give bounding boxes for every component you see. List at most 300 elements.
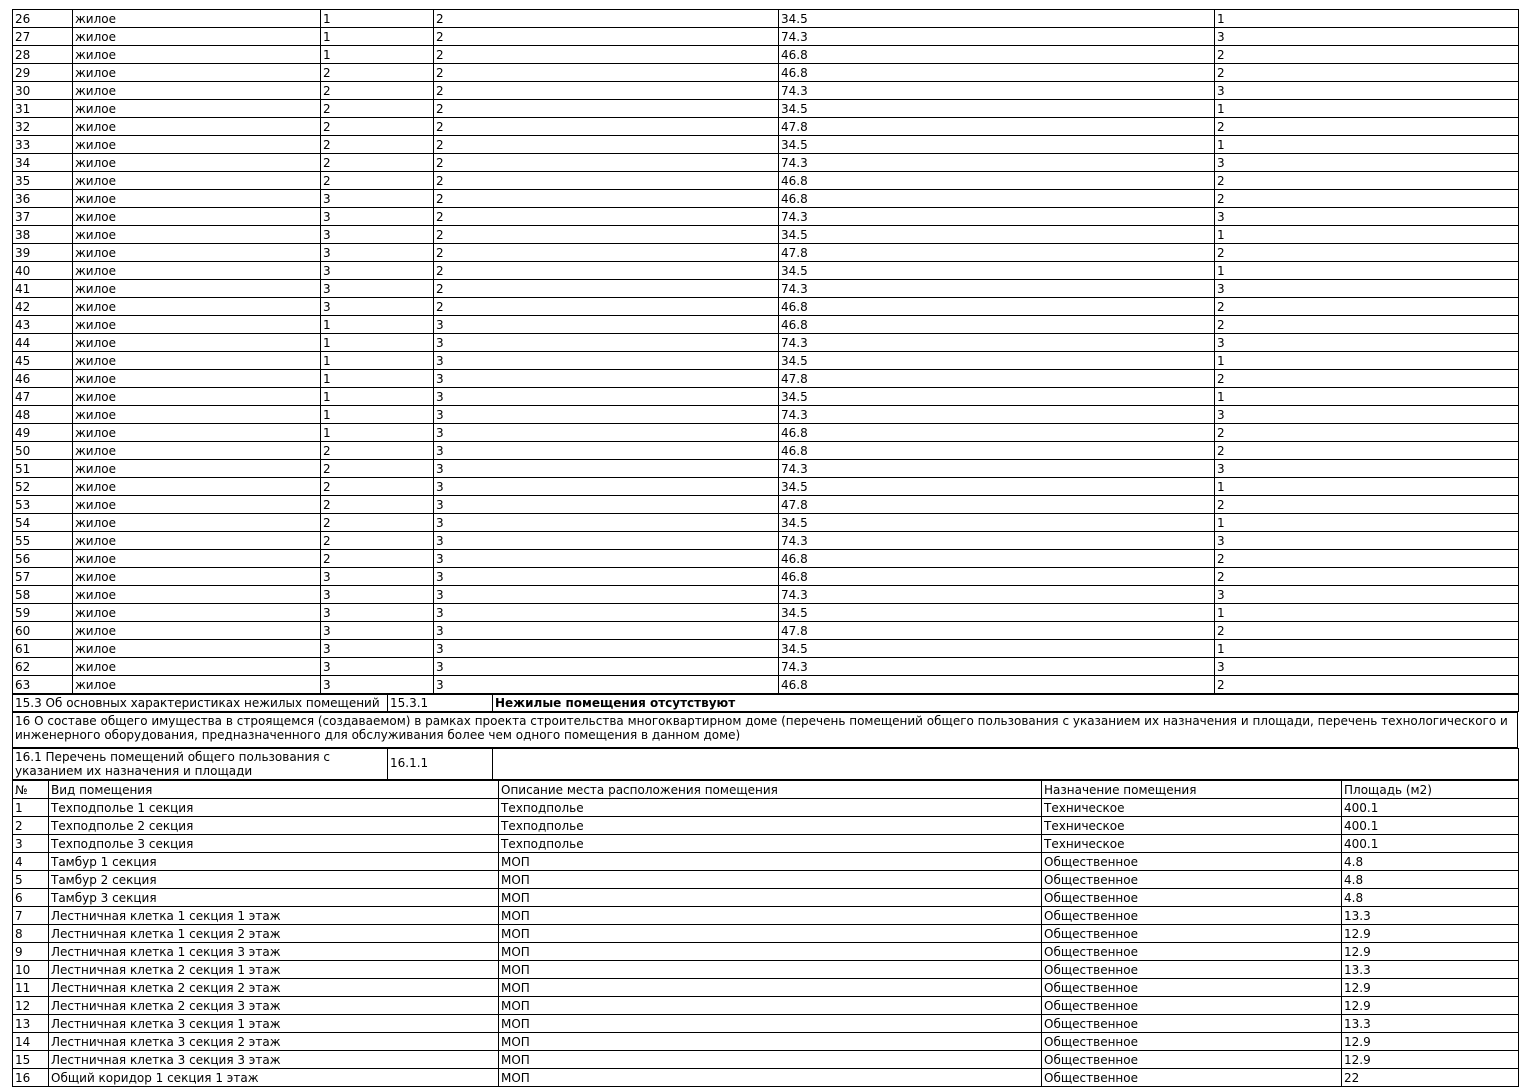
common-row-kind: Лестничная клетка 1 секция 3 этаж [49, 943, 499, 961]
flat-row-floor: 2 [434, 118, 779, 136]
common-row-purpose: Общественное [1042, 871, 1342, 889]
flat-row-floor: 3 [434, 406, 779, 424]
common-row-location: МОП [499, 1069, 1042, 1087]
common-row-kind: Общий коридор 1 секция 1 этаж [49, 1069, 499, 1087]
flat-row-floor: 3 [434, 640, 779, 658]
common-row-purpose: Общественное [1042, 853, 1342, 871]
flat-row-n: 43 [13, 316, 73, 334]
flat-row-section: 3 [321, 262, 434, 280]
flat-row [13, 658, 1519, 676]
flat-row-floor: 3 [434, 352, 779, 370]
flat-row [13, 478, 1519, 496]
flat-row-type: жилое [73, 208, 321, 226]
common-row [13, 1015, 1519, 1033]
flat-row [13, 244, 1519, 262]
flat-row-area: 47.8 [779, 496, 1215, 514]
flat-row-n: 57 [13, 568, 73, 586]
common-row-kind: Тамбур 2 секция [49, 871, 499, 889]
common-row-purpose: Общественное [1042, 943, 1342, 961]
common-row [13, 997, 1519, 1015]
section-15-3-label: 15.3 Об основных характеристиках нежилых помещений [13, 695, 388, 712]
section-16 [12, 712, 1518, 748]
common-row-area: 13.3 [1342, 961, 1519, 979]
common-row-area: 13.3 [1342, 1015, 1519, 1033]
flat-row-area: 34.5 [779, 100, 1215, 118]
flat-row-type: жилое [73, 334, 321, 352]
flat-row-area: 47.8 [779, 622, 1215, 640]
flat-row-type: жилое [73, 568, 321, 586]
common-row [13, 943, 1519, 961]
flat-row-type: жилое [73, 100, 321, 118]
flat-row-section: 2 [321, 64, 434, 82]
flat-row-type: жилое [73, 64, 321, 82]
flat-row-type: жилое [73, 622, 321, 640]
flat-row-section: 1 [321, 388, 434, 406]
common-row-kind: Лестничная клетка 3 секция 1 этаж [49, 1015, 499, 1033]
flat-row-floor: 3 [434, 604, 779, 622]
flat-row-area: 74.3 [779, 154, 1215, 172]
flat-row-area: 74.3 [779, 586, 1215, 604]
common-row-purpose: Общественное [1042, 925, 1342, 943]
common-row-n: 12 [13, 997, 49, 1015]
common-row-n: 5 [13, 871, 49, 889]
flat-row-n: 45 [13, 352, 73, 370]
flat-row-section: 1 [321, 370, 434, 388]
flat-row-n: 53 [13, 496, 73, 514]
flat-row-n: 52 [13, 478, 73, 496]
flat-row [13, 172, 1519, 190]
flat-row-type: жилое [73, 172, 321, 190]
flat-row-floor: 2 [434, 280, 779, 298]
flat-row-section: 2 [321, 478, 434, 496]
common-row-location: Техподполье [499, 817, 1042, 835]
flat-row-n: 49 [13, 424, 73, 442]
flat-row-rooms: 2 [1215, 190, 1519, 208]
common-row [13, 925, 1519, 943]
common-row [13, 1051, 1519, 1069]
flat-row-n: 55 [13, 532, 73, 550]
common-row-area: 12.9 [1342, 943, 1519, 961]
common-row [13, 799, 1519, 817]
flat-row-n: 47 [13, 388, 73, 406]
flat-row-n: 33 [13, 136, 73, 154]
common-row [13, 817, 1519, 835]
flat-row-type: жилое [73, 496, 321, 514]
flat-row-floor: 3 [434, 460, 779, 478]
flat-row-type: жилое [73, 370, 321, 388]
common-row-kind: Тамбур 3 секция [49, 889, 499, 907]
flat-row [13, 46, 1519, 64]
flat-row-type: жилое [73, 460, 321, 478]
flat-row-type: жилое [73, 298, 321, 316]
flat-row-section: 2 [321, 532, 434, 550]
flat-row-rooms: 2 [1215, 244, 1519, 262]
common-row [13, 889, 1519, 907]
flat-row-area: 74.3 [779, 28, 1215, 46]
flat-row-floor: 3 [434, 388, 779, 406]
header-area: Площадь (м2) [1342, 781, 1519, 799]
flat-row-area: 46.8 [779, 46, 1215, 64]
flat-row-rooms: 1 [1215, 226, 1519, 244]
flat-row-section: 2 [321, 172, 434, 190]
flat-row-type: жилое [73, 586, 321, 604]
flat-row-n: 51 [13, 460, 73, 478]
flat-row-section: 3 [321, 226, 434, 244]
flat-row [13, 298, 1519, 316]
flat-row-n: 42 [13, 298, 73, 316]
common-row-n: 16 [13, 1069, 49, 1087]
flat-row-rooms: 3 [1215, 406, 1519, 424]
flat-row-n: 34 [13, 154, 73, 172]
common-row-location: Техподполье [499, 799, 1042, 817]
flat-row [13, 586, 1519, 604]
common-row-kind: Лестничная клетка 3 секция 3 этаж [49, 1051, 499, 1069]
flat-row [13, 226, 1519, 244]
flat-row-type: жилое [73, 46, 321, 64]
flat-row-n: 44 [13, 334, 73, 352]
flat-row [13, 208, 1519, 226]
common-row-location: МОП [499, 1033, 1042, 1051]
flat-row-n: 58 [13, 586, 73, 604]
flat-row-floor: 2 [434, 262, 779, 280]
common-row-location: МОП [499, 997, 1042, 1015]
flat-row-section: 3 [321, 676, 434, 694]
flat-row [13, 82, 1519, 100]
flat-row-section: 1 [321, 424, 434, 442]
flat-row [13, 496, 1519, 514]
flat-row-area: 46.8 [779, 568, 1215, 586]
flat-row-floor: 3 [434, 658, 779, 676]
flat-row-section: 3 [321, 604, 434, 622]
flat-row-type: жилое [73, 154, 321, 172]
flat-row-n: 46 [13, 370, 73, 388]
common-row-kind: Лестничная клетка 1 секция 2 этаж [49, 925, 499, 943]
common-row-n: 10 [13, 961, 49, 979]
flat-row-area: 46.8 [779, 550, 1215, 568]
flat-row-area: 34.5 [779, 388, 1215, 406]
flat-row-section: 1 [321, 46, 434, 64]
flat-row-area: 46.8 [779, 676, 1215, 694]
flat-row-n: 26 [13, 10, 73, 28]
flat-row-floor: 3 [434, 496, 779, 514]
flat-row-type: жилое [73, 82, 321, 100]
common-row-n: 14 [13, 1033, 49, 1051]
flat-row-rooms: 3 [1215, 334, 1519, 352]
flat-row-floor: 3 [434, 478, 779, 496]
common-row-kind: Техподполье 3 секция [49, 835, 499, 853]
common-row-purpose: Общественное [1042, 979, 1342, 997]
flat-row-floor: 2 [434, 82, 779, 100]
flat-row-rooms: 3 [1215, 82, 1519, 100]
flat-row-area: 34.5 [779, 640, 1215, 658]
flat-row-type: жилое [73, 388, 321, 406]
flat-row-rooms: 3 [1215, 460, 1519, 478]
flat-row-area: 46.8 [779, 172, 1215, 190]
common-row-n: 8 [13, 925, 49, 943]
flat-row-n: 59 [13, 604, 73, 622]
flat-row-section: 1 [321, 10, 434, 28]
common-row-kind: Лестничная клетка 2 секция 1 этаж [49, 961, 499, 979]
flat-row [13, 280, 1519, 298]
flat-row-area: 47.8 [779, 370, 1215, 388]
flat-row-section: 2 [321, 514, 434, 532]
common-row-purpose: Техническое [1042, 799, 1342, 817]
common-row [13, 1069, 1519, 1087]
flat-row-area: 34.5 [779, 478, 1215, 496]
common-row-area: 400.1 [1342, 835, 1519, 853]
flat-row-floor: 3 [434, 514, 779, 532]
flat-row-type: жилое [73, 532, 321, 550]
flat-row-type: жилое [73, 244, 321, 262]
flat-row-n: 27 [13, 28, 73, 46]
flat-row-floor: 2 [434, 46, 779, 64]
common-row-n: 6 [13, 889, 49, 907]
flat-row-section: 1 [321, 316, 434, 334]
flat-row-floor: 3 [434, 370, 779, 388]
flat-row [13, 118, 1519, 136]
flat-row-rooms: 2 [1215, 622, 1519, 640]
common-row-location: МОП [499, 871, 1042, 889]
flat-row-rooms: 2 [1215, 442, 1519, 460]
flat-row-type: жилое [73, 424, 321, 442]
flat-row-area: 74.3 [779, 532, 1215, 550]
common-row-location: Техподполье [499, 835, 1042, 853]
flat-row-section: 1 [321, 352, 434, 370]
common-row-location: МОП [499, 889, 1042, 907]
flat-row [13, 64, 1519, 82]
flat-row [13, 190, 1519, 208]
flat-row-rooms: 1 [1215, 136, 1519, 154]
common-row-purpose: Общественное [1042, 961, 1342, 979]
flat-row-type: жилое [73, 28, 321, 46]
common-row-purpose: Общественное [1042, 1069, 1342, 1087]
flat-row-rooms: 2 [1215, 676, 1519, 694]
flat-row-type: жилое [73, 676, 321, 694]
flat-row-floor: 2 [434, 244, 779, 262]
flat-row-n: 61 [13, 640, 73, 658]
common-row-kind: Техподполье 2 секция [49, 817, 499, 835]
flat-row-n: 35 [13, 172, 73, 190]
flat-row [13, 262, 1519, 280]
flat-row-rooms: 1 [1215, 10, 1519, 28]
flat-row-n: 32 [13, 118, 73, 136]
flat-row-rooms: 2 [1215, 64, 1519, 82]
flat-row-type: жилое [73, 442, 321, 460]
section-15-3-code: 15.3.1 [388, 695, 493, 712]
flat-row-rooms: 1 [1215, 388, 1519, 406]
flat-row-floor: 2 [434, 154, 779, 172]
flat-row-section: 3 [321, 640, 434, 658]
flat-row-rooms: 1 [1215, 100, 1519, 118]
flat-row-type: жилое [73, 658, 321, 676]
common-row-n: 9 [13, 943, 49, 961]
document-page [12, 9, 1518, 1087]
flat-row-rooms: 3 [1215, 154, 1519, 172]
flat-row [13, 676, 1519, 694]
flat-row-area: 74.3 [779, 460, 1215, 478]
section-15-3-value: Нежилые помещения отсутствуют [495, 696, 736, 710]
flat-row-floor: 2 [434, 190, 779, 208]
flat-row-rooms: 2 [1215, 316, 1519, 334]
common-row-location: МОП [499, 1015, 1042, 1033]
header-purpose: Назначение помещения [1042, 781, 1342, 799]
flat-row-type: жилое [73, 280, 321, 298]
flat-row-area: 34.5 [779, 136, 1215, 154]
flat-row-rooms: 1 [1215, 352, 1519, 370]
flat-row-floor: 3 [434, 442, 779, 460]
header-kind: Вид помещения [49, 781, 499, 799]
common-row-area: 22 [1342, 1069, 1519, 1087]
flat-row-type: жилое [73, 604, 321, 622]
common-row-n: 4 [13, 853, 49, 871]
flat-row-section: 2 [321, 442, 434, 460]
section-15-3 [12, 694, 1519, 712]
flat-row-section: 3 [321, 280, 434, 298]
flat-row-type: жилое [73, 514, 321, 532]
flat-row-area: 74.3 [779, 208, 1215, 226]
flat-row-n: 41 [13, 280, 73, 298]
flat-row-rooms: 2 [1215, 550, 1519, 568]
flat-row-floor: 2 [434, 172, 779, 190]
flat-row-n: 29 [13, 64, 73, 82]
flat-row [13, 10, 1519, 28]
flat-row-floor: 3 [434, 676, 779, 694]
flat-row-rooms: 2 [1215, 118, 1519, 136]
common-header-row [13, 781, 1519, 799]
flat-row-rooms: 1 [1215, 514, 1519, 532]
common-row-purpose: Техническое [1042, 817, 1342, 835]
common-row-purpose: Общественное [1042, 1033, 1342, 1051]
flat-row-n: 54 [13, 514, 73, 532]
section-16-1 [12, 748, 1519, 780]
flat-row [13, 622, 1519, 640]
flat-row-area: 46.8 [779, 424, 1215, 442]
header-location: Описание места расположения помещения [499, 781, 1042, 799]
flat-row-type: жилое [73, 226, 321, 244]
common-row-n: 1 [13, 799, 49, 817]
flat-row-rooms: 2 [1215, 46, 1519, 64]
flat-row-rooms: 1 [1215, 478, 1519, 496]
flat-row-area: 74.3 [779, 658, 1215, 676]
flat-row-n: 60 [13, 622, 73, 640]
flat-row-area: 34.5 [779, 352, 1215, 370]
flat-row-floor: 2 [434, 226, 779, 244]
flat-row-rooms: 2 [1215, 496, 1519, 514]
flat-row-section: 2 [321, 82, 434, 100]
common-row-area: 12.9 [1342, 1051, 1519, 1069]
common-row [13, 961, 1519, 979]
flat-row-n: 31 [13, 100, 73, 118]
flat-row-floor: 2 [434, 64, 779, 82]
flat-row-rooms: 3 [1215, 280, 1519, 298]
flat-row-n: 50 [13, 442, 73, 460]
flat-row-floor: 3 [434, 316, 779, 334]
common-row-purpose: Общественное [1042, 997, 1342, 1015]
section-16-text: 16 О составе общего имущества в строящемся (создаваемом) в рамках проекта строительства многоквартирном доме (перечень помещений общего пользования с указанием их назначения и площади, перечень технологического и инженерного оборудования, предназначенного для обслуживания более чем одного помещения в данном доме) [13, 713, 1518, 748]
flat-row-area: 74.3 [779, 280, 1215, 298]
common-row-area: 4.8 [1342, 889, 1519, 907]
flat-row-section: 3 [321, 568, 434, 586]
flat-row-section: 3 [321, 208, 434, 226]
flat-row-floor: 2 [434, 298, 779, 316]
flat-row-section: 2 [321, 118, 434, 136]
common-row-area: 12.9 [1342, 979, 1519, 997]
flat-row-area: 34.5 [779, 226, 1215, 244]
flat-row-rooms: 1 [1215, 604, 1519, 622]
common-row-location: МОП [499, 853, 1042, 871]
flat-row-section: 3 [321, 190, 434, 208]
flat-row-n: 28 [13, 46, 73, 64]
flat-row-area: 47.8 [779, 118, 1215, 136]
flat-row [13, 370, 1519, 388]
common-row-area: 12.9 [1342, 925, 1519, 943]
flat-row-area: 34.5 [779, 262, 1215, 280]
section-16-1-label: 16.1 Перечень помещений общего пользования с указанием их назначения и площади [13, 749, 388, 780]
flat-row-area: 47.8 [779, 244, 1215, 262]
flat-row-section: 2 [321, 154, 434, 172]
flat-row-floor: 3 [434, 568, 779, 586]
flat-row-type: жилое [73, 262, 321, 280]
flat-row-type: жилое [73, 10, 321, 28]
flat-row [13, 352, 1519, 370]
flat-row [13, 568, 1519, 586]
flat-row-rooms: 1 [1215, 640, 1519, 658]
flat-row-area: 46.8 [779, 442, 1215, 460]
common-row [13, 853, 1519, 871]
flat-row-section: 3 [321, 586, 434, 604]
common-row-location: МОП [499, 943, 1042, 961]
flat-row-floor: 2 [434, 136, 779, 154]
common-row-n: 3 [13, 835, 49, 853]
common-rooms-table [12, 780, 1519, 1087]
flat-row-floor: 3 [434, 334, 779, 352]
flat-row-floor: 3 [434, 424, 779, 442]
flat-row-floor: 2 [434, 10, 779, 28]
common-row-kind: Тамбур 1 секция [49, 853, 499, 871]
common-row-area: 4.8 [1342, 853, 1519, 871]
common-row-area: 12.9 [1342, 997, 1519, 1015]
common-row-area: 4.8 [1342, 871, 1519, 889]
flat-row [13, 316, 1519, 334]
flat-row-area: 34.5 [779, 604, 1215, 622]
flat-row-rooms: 2 [1215, 370, 1519, 388]
flat-row-area: 46.8 [779, 316, 1215, 334]
common-row-kind: Лестничная клетка 3 секция 2 этаж [49, 1033, 499, 1051]
flats-table [12, 9, 1519, 694]
flat-row-floor: 2 [434, 208, 779, 226]
flat-row [13, 406, 1519, 424]
flat-row [13, 604, 1519, 622]
common-row-kind: Лестничная клетка 2 секция 2 этаж [49, 979, 499, 997]
common-row-area: 400.1 [1342, 799, 1519, 817]
flat-row-type: жилое [73, 190, 321, 208]
flat-row-area: 46.8 [779, 298, 1215, 316]
flat-row-n: 40 [13, 262, 73, 280]
flat-row-floor: 2 [434, 100, 779, 118]
common-row-purpose: Техническое [1042, 835, 1342, 853]
common-row-location: МОП [499, 925, 1042, 943]
flat-row-n: 63 [13, 676, 73, 694]
flat-row-floor: 3 [434, 586, 779, 604]
flat-row-n: 36 [13, 190, 73, 208]
flat-row-section: 2 [321, 496, 434, 514]
flat-row-area: 46.8 [779, 64, 1215, 82]
common-row [13, 871, 1519, 889]
common-row-area: 400.1 [1342, 817, 1519, 835]
flat-row-type: жилое [73, 118, 321, 136]
common-row [13, 835, 1519, 853]
flat-row [13, 388, 1519, 406]
